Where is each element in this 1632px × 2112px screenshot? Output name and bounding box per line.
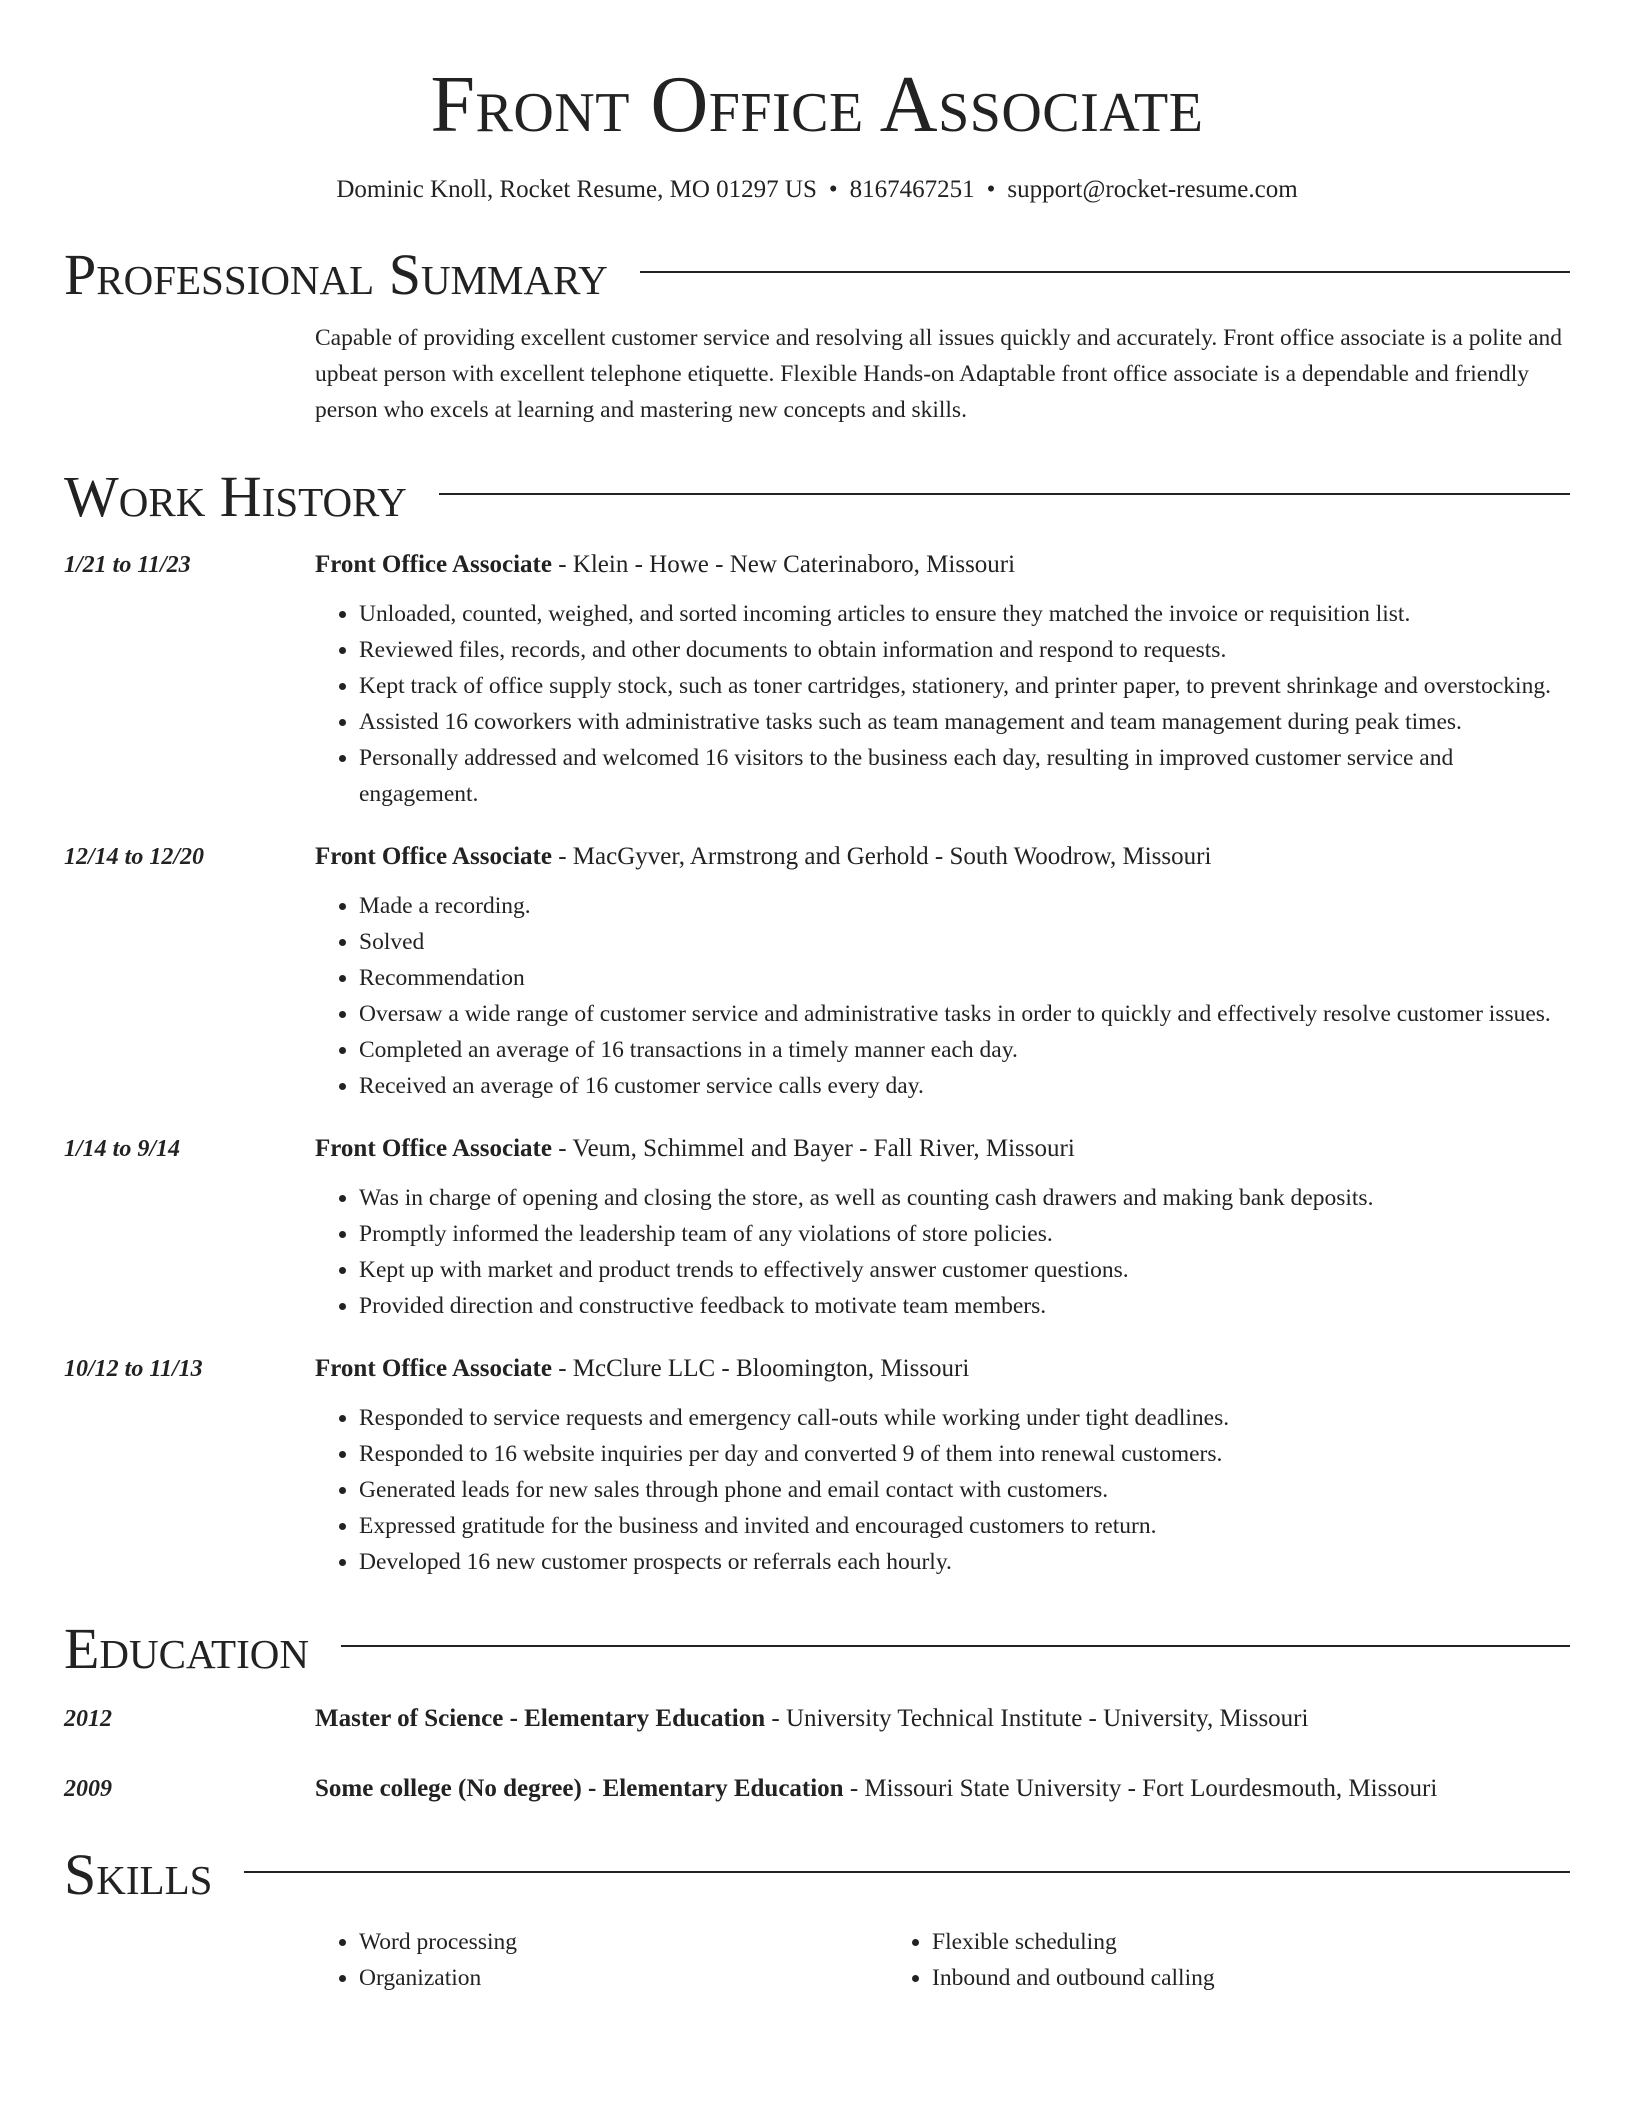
skill-item: • Inbound and outbound calling [932, 1960, 1461, 1996]
job-bullet: • Reviewed files, records, and other documents to obtain information and respond to requests. [359, 632, 1570, 668]
job-dates: 1/21 to 11/23 [64, 552, 191, 578]
job-title: Front Office Associate [315, 843, 552, 870]
contact-line [64, 174, 1570, 206]
job-entry [64, 548, 1570, 812]
job-employer: - Klein - Howe - New Caterinaboro, Missouri [551, 551, 1016, 578]
resume-page [64, 60, 1570, 1996]
section-divider [244, 1871, 1570, 1873]
job-heading [315, 1132, 1570, 1166]
job-heading [315, 840, 1570, 874]
job-employer: - McClure LLC - Bloomington, Missouri [551, 1355, 970, 1382]
skills-section-header [64, 1844, 1570, 1906]
job-bullets [315, 888, 1570, 1104]
job-bullet: • Assisted 16 coworkers with administrative tasks such as team management and team management during peak times. [359, 704, 1570, 740]
job-heading [315, 548, 1570, 582]
job-bullet: • Generated leads for new sales through phone and email contact with customers. [359, 1472, 1570, 1508]
job-heading [315, 1352, 1570, 1386]
education-heading: Education [64, 1616, 309, 1681]
job-bullet: • Provided direction and constructive feedback to motivate team members. [359, 1288, 1570, 1324]
skills-column-left [315, 1924, 888, 1996]
job-bullet: • Received an average of 16 customer service calls every day. [359, 1068, 1570, 1104]
contact-separator: • [828, 176, 838, 203]
contact-phone: 8167467251 [849, 176, 975, 203]
job-bullet: • Unloaded, counted, weighed, and sorted incoming articles to ensure they matched the invoice or requisition list. [359, 596, 1570, 632]
contact-address: Dominic Knoll, Rocket Resume, MO 01297 US [336, 176, 817, 203]
job-title: Front Office Associate [315, 551, 552, 578]
skills-column-right [888, 1924, 1461, 1996]
summary-heading: Professional Summary [64, 242, 608, 307]
job-bullet: • Was in charge of opening and closing the store, as well as counting cash drawers and making bank deposits. [359, 1180, 1570, 1216]
job-bullet: • Made a recording. [359, 888, 1570, 924]
job-bullet: • Oversaw a wide range of customer service and administrative tasks in order to quickly and effectively resolve customer issues. [359, 996, 1570, 1032]
job-dates: 10/12 to 11/13 [64, 1356, 203, 1382]
job-bullets [315, 1180, 1570, 1324]
education-section-header [64, 1618, 1570, 1680]
education-year: 2009 [64, 1776, 112, 1802]
summary-text: Capable of providing excellent customer service and resolving all issues quickly and accurately. Front office associate is a polite and upbeat person with excellent telephone etiquette. Flexible Hands-on Adaptable front office associate is a dependable and friendly person who excels at learning and mastering new concepts and skills. [315, 325, 1563, 423]
job-bullet: • Personally addressed and welcomed 16 visitors to the business each day, resulting in improved customer service and engagement. [359, 740, 1570, 812]
skill-item: • Word processing [359, 1924, 888, 1960]
job-bullet: • Kept track of office supply stock, such as toner cartridges, stationery, and printer paper, to prevent shrinkage and overstocking. [359, 668, 1570, 704]
job-bullets [315, 1400, 1570, 1580]
education-degree: Master of Science - Elementary Education [315, 1705, 766, 1732]
education-entry [64, 1702, 1570, 1736]
education-degree: Some college (No degree) - Elementary Education [315, 1775, 844, 1802]
job-entry [64, 1132, 1570, 1324]
education-heading-line [315, 1772, 1570, 1806]
skills-list [315, 1924, 1570, 1996]
job-dates: 12/14 to 12/20 [64, 844, 205, 870]
job-employer: - MacGyver, Armstrong and Gerhold - South Woodrow, Missouri [551, 843, 1212, 870]
contact-separator: • [986, 176, 996, 203]
education-entry [64, 1772, 1570, 1806]
job-bullets [315, 596, 1570, 812]
job-bullet: • Developed 16 new customer prospects or referrals each hourly. [359, 1544, 1570, 1580]
job-entry [64, 840, 1570, 1104]
job-bullet: • Recommendation [359, 960, 1570, 996]
job-bullet: • Completed an average of 16 transactions in a timely manner each day. [359, 1032, 1570, 1068]
job-employer: - Veum, Schimmel and Bayer - Fall River, Missouri [551, 1135, 1075, 1162]
skills-heading: Skills [64, 1842, 213, 1907]
job-bullet: • Promptly informed the leadership team of any violations of store policies. [359, 1216, 1570, 1252]
job-bullet: • Kept up with market and product trends to effectively answer customer questions. [359, 1252, 1570, 1288]
work-history-heading: Work History [64, 464, 407, 529]
education-heading-line [315, 1702, 1570, 1736]
summary-section-header [64, 244, 1570, 306]
contact-email: support@rocket-resume.com [1007, 176, 1298, 203]
section-divider [640, 271, 1570, 273]
section-divider [439, 493, 1570, 495]
job-bullet: • Responded to 16 website inquiries per day and converted 9 of them into renewal customers. [359, 1436, 1570, 1472]
job-entry [64, 1352, 1570, 1580]
job-bullet: • Solved [359, 924, 1570, 960]
job-bullet: • Responded to service requests and emergency call-outs while working under tight deadlines. [359, 1400, 1570, 1436]
work-history-section-header [64, 466, 1570, 528]
skill-item: • Organization [359, 1960, 888, 1996]
education-school: - University Technical Institute - University, Missouri [765, 1705, 1309, 1732]
education-year: 2012 [64, 1706, 112, 1732]
skill-item: • Flexible scheduling [932, 1924, 1461, 1960]
resume-title: Front Office Associate [430, 61, 1204, 149]
education-school: - Missouri State University - Fort Lourdesmouth, Missouri [843, 1775, 1438, 1802]
job-dates: 1/14 to 9/14 [64, 1136, 181, 1162]
section-divider [341, 1645, 1570, 1647]
job-bullet: • Expressed gratitude for the business and invited and encouraged customers to return. [359, 1508, 1570, 1544]
job-title: Front Office Associate [315, 1355, 552, 1382]
job-title: Front Office Associate [315, 1135, 552, 1162]
